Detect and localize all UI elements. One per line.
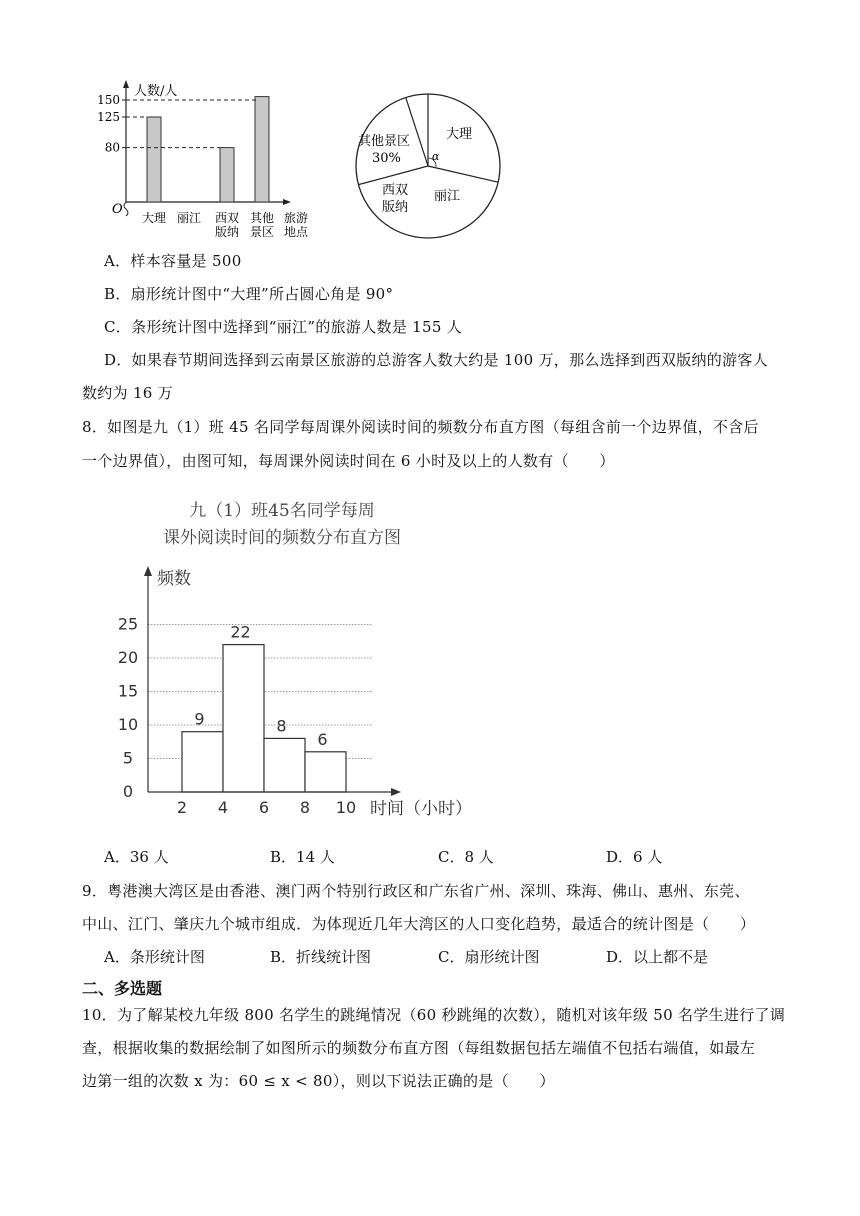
- q8-option-a: A．36 人: [104, 848, 169, 866]
- pie-label-xsbn-2: 版纳: [382, 200, 409, 215]
- hist-ytick-label-0: 0: [122, 782, 134, 801]
- hist-xtick-label-6: 6: [258, 798, 270, 817]
- hist-xtick-label-2: 2: [176, 798, 188, 817]
- hist-xlabel: 时间（小时）: [370, 799, 472, 819]
- q7-bar-chart: [96, 76, 326, 246]
- q9-option-b: B．折线统计图: [270, 948, 372, 966]
- q7-bar-2: [220, 148, 234, 202]
- q7-origin: O: [112, 202, 123, 217]
- section-title: 二、多选题: [82, 979, 163, 998]
- q9-option-a: A．条形统计图: [104, 948, 205, 966]
- q7-xtick-label-3: 其他: [249, 211, 275, 225]
- q7-xtick-label-3: 景区: [249, 225, 275, 239]
- q7-xtick-label-2: 版纳: [214, 225, 240, 239]
- q7-x-arrow: [283, 199, 291, 205]
- hist-xtick-label-10: 10: [335, 798, 357, 817]
- pie-label-xsbn-1: 西双: [382, 183, 409, 198]
- q7-y-arrow: [123, 80, 129, 88]
- q7-xlabel: 地点: [283, 225, 309, 239]
- q7-ytick-label-150: 150: [97, 93, 120, 107]
- q10-text-line1: 10．为了解某校九年级 800 名学生的跳绳情况（60 秒跳绳的次数），随机对该年级 50 名学生进行了调: [82, 1006, 786, 1024]
- q7-axis-break: [124, 202, 128, 216]
- q10-text-line2: 查，根据收集的数据绘制了如图所示的频数分布直方图（每组数据包括左端值不包括右端值，如最左: [82, 1039, 756, 1057]
- q7-pie-chart: [348, 88, 508, 248]
- pie-label-alpha: α: [432, 150, 440, 163]
- q8-option-d: D．6 人: [606, 848, 663, 866]
- hist-x-arrow: [391, 788, 401, 796]
- hist-bar-2: [264, 738, 305, 792]
- q7-xlabel: 旅游: [283, 211, 309, 225]
- hist-xtick-label-4: 4: [217, 798, 229, 817]
- q7-option-d-line1: D．如果春节期间选择到云南景区旅游的总游客人数大约是 100 万，那么选择到西双版纳的游客人: [104, 351, 768, 369]
- hist-ytick-label-25: 25: [117, 614, 139, 634]
- pie-label-other: 其他景区: [358, 134, 411, 149]
- hist-title-line1: 九（1）班45名同学每周: [189, 501, 375, 521]
- hist-ytick-label-5: 5: [122, 748, 134, 768]
- q9-text-line2: 中山、江门、肇庆九个城市组成．为体现近几年大湾区的人口变化趋势，最适合的统计图是（ ）: [82, 915, 756, 933]
- pie-label-lijiang: 丽江: [434, 189, 461, 204]
- q7-bar-3: [255, 97, 269, 202]
- q8-option-c: C．8 人: [438, 848, 494, 866]
- q7-option-c: C．条形统计图中选择到“丽江”的旅游人数是 155 人: [104, 318, 463, 336]
- q8-text-line2: 一个边界值），由图可知，每周课外阅读时间在 6 小时及以上的人数有（ ）: [82, 452, 615, 470]
- hist-bar-0: [182, 732, 223, 792]
- hist-title-line2: 课外阅读时间的频数分布直方图: [163, 528, 401, 548]
- q7-xtick-label-2: 西双: [214, 211, 240, 225]
- q9-option-d: D．以上都不是: [606, 948, 709, 966]
- pie-label-dali: 大理: [446, 127, 473, 142]
- hist-bar-1: [223, 645, 264, 792]
- hist-ylabel: 频数: [157, 569, 191, 589]
- q10-text-line3: 边第一组的次数 x 为：60 ≤ x < 80），则以下说法正确的是（ ）: [82, 1072, 555, 1090]
- q7-ylabel: 人数/人: [134, 84, 178, 99]
- hist-value-label-3: 6: [317, 729, 328, 749]
- q9-text-line1: 9．粤港澳大湾区是由香港、澳门两个特别行政区和广东省广州、深圳、珠海、佛山、惠州、东莞、: [82, 882, 750, 900]
- q7-option-d-line2: 数约为 16 万: [82, 384, 174, 402]
- hist-value-label-2: 8: [276, 716, 287, 736]
- q8-text-line1: 8．如图是九（1）班 45 名同学每周课外阅读时间的频数分布直方图（每组含前一个边界值，不含后: [82, 418, 759, 436]
- q7-ytick-label-80: 80: [104, 140, 120, 155]
- hist-ytick-label-20: 20: [117, 648, 139, 667]
- hist-xtick-label-8: 8: [299, 798, 311, 817]
- hist-bar-3: [305, 752, 346, 792]
- q8-histogram: [110, 490, 510, 830]
- q9-option-c: C．扇形统计图: [438, 948, 540, 966]
- q7-xtick-label-1: 丽江: [176, 211, 202, 225]
- hist-y-arrow: [144, 566, 152, 576]
- pie-label-other-pct: 30%: [372, 151, 401, 166]
- q7-option-b: B．扇形统计图中“大理”所占圆心角是 90°: [104, 285, 394, 303]
- q8-option-b: B．14 人: [270, 848, 335, 866]
- q7-xtick-label-0: 大理: [141, 211, 167, 225]
- hist-value-label-0: 9: [194, 709, 205, 729]
- q7-bar-0: [147, 117, 161, 202]
- q7-ytick-label-125: 125: [97, 110, 120, 124]
- hist-value-label-1: 22: [230, 622, 251, 642]
- hist-ytick-label-15: 15: [117, 681, 139, 701]
- hist-ytick-label-10: 10: [117, 715, 139, 734]
- q7-option-a: A．样本容量是 500: [104, 252, 242, 270]
